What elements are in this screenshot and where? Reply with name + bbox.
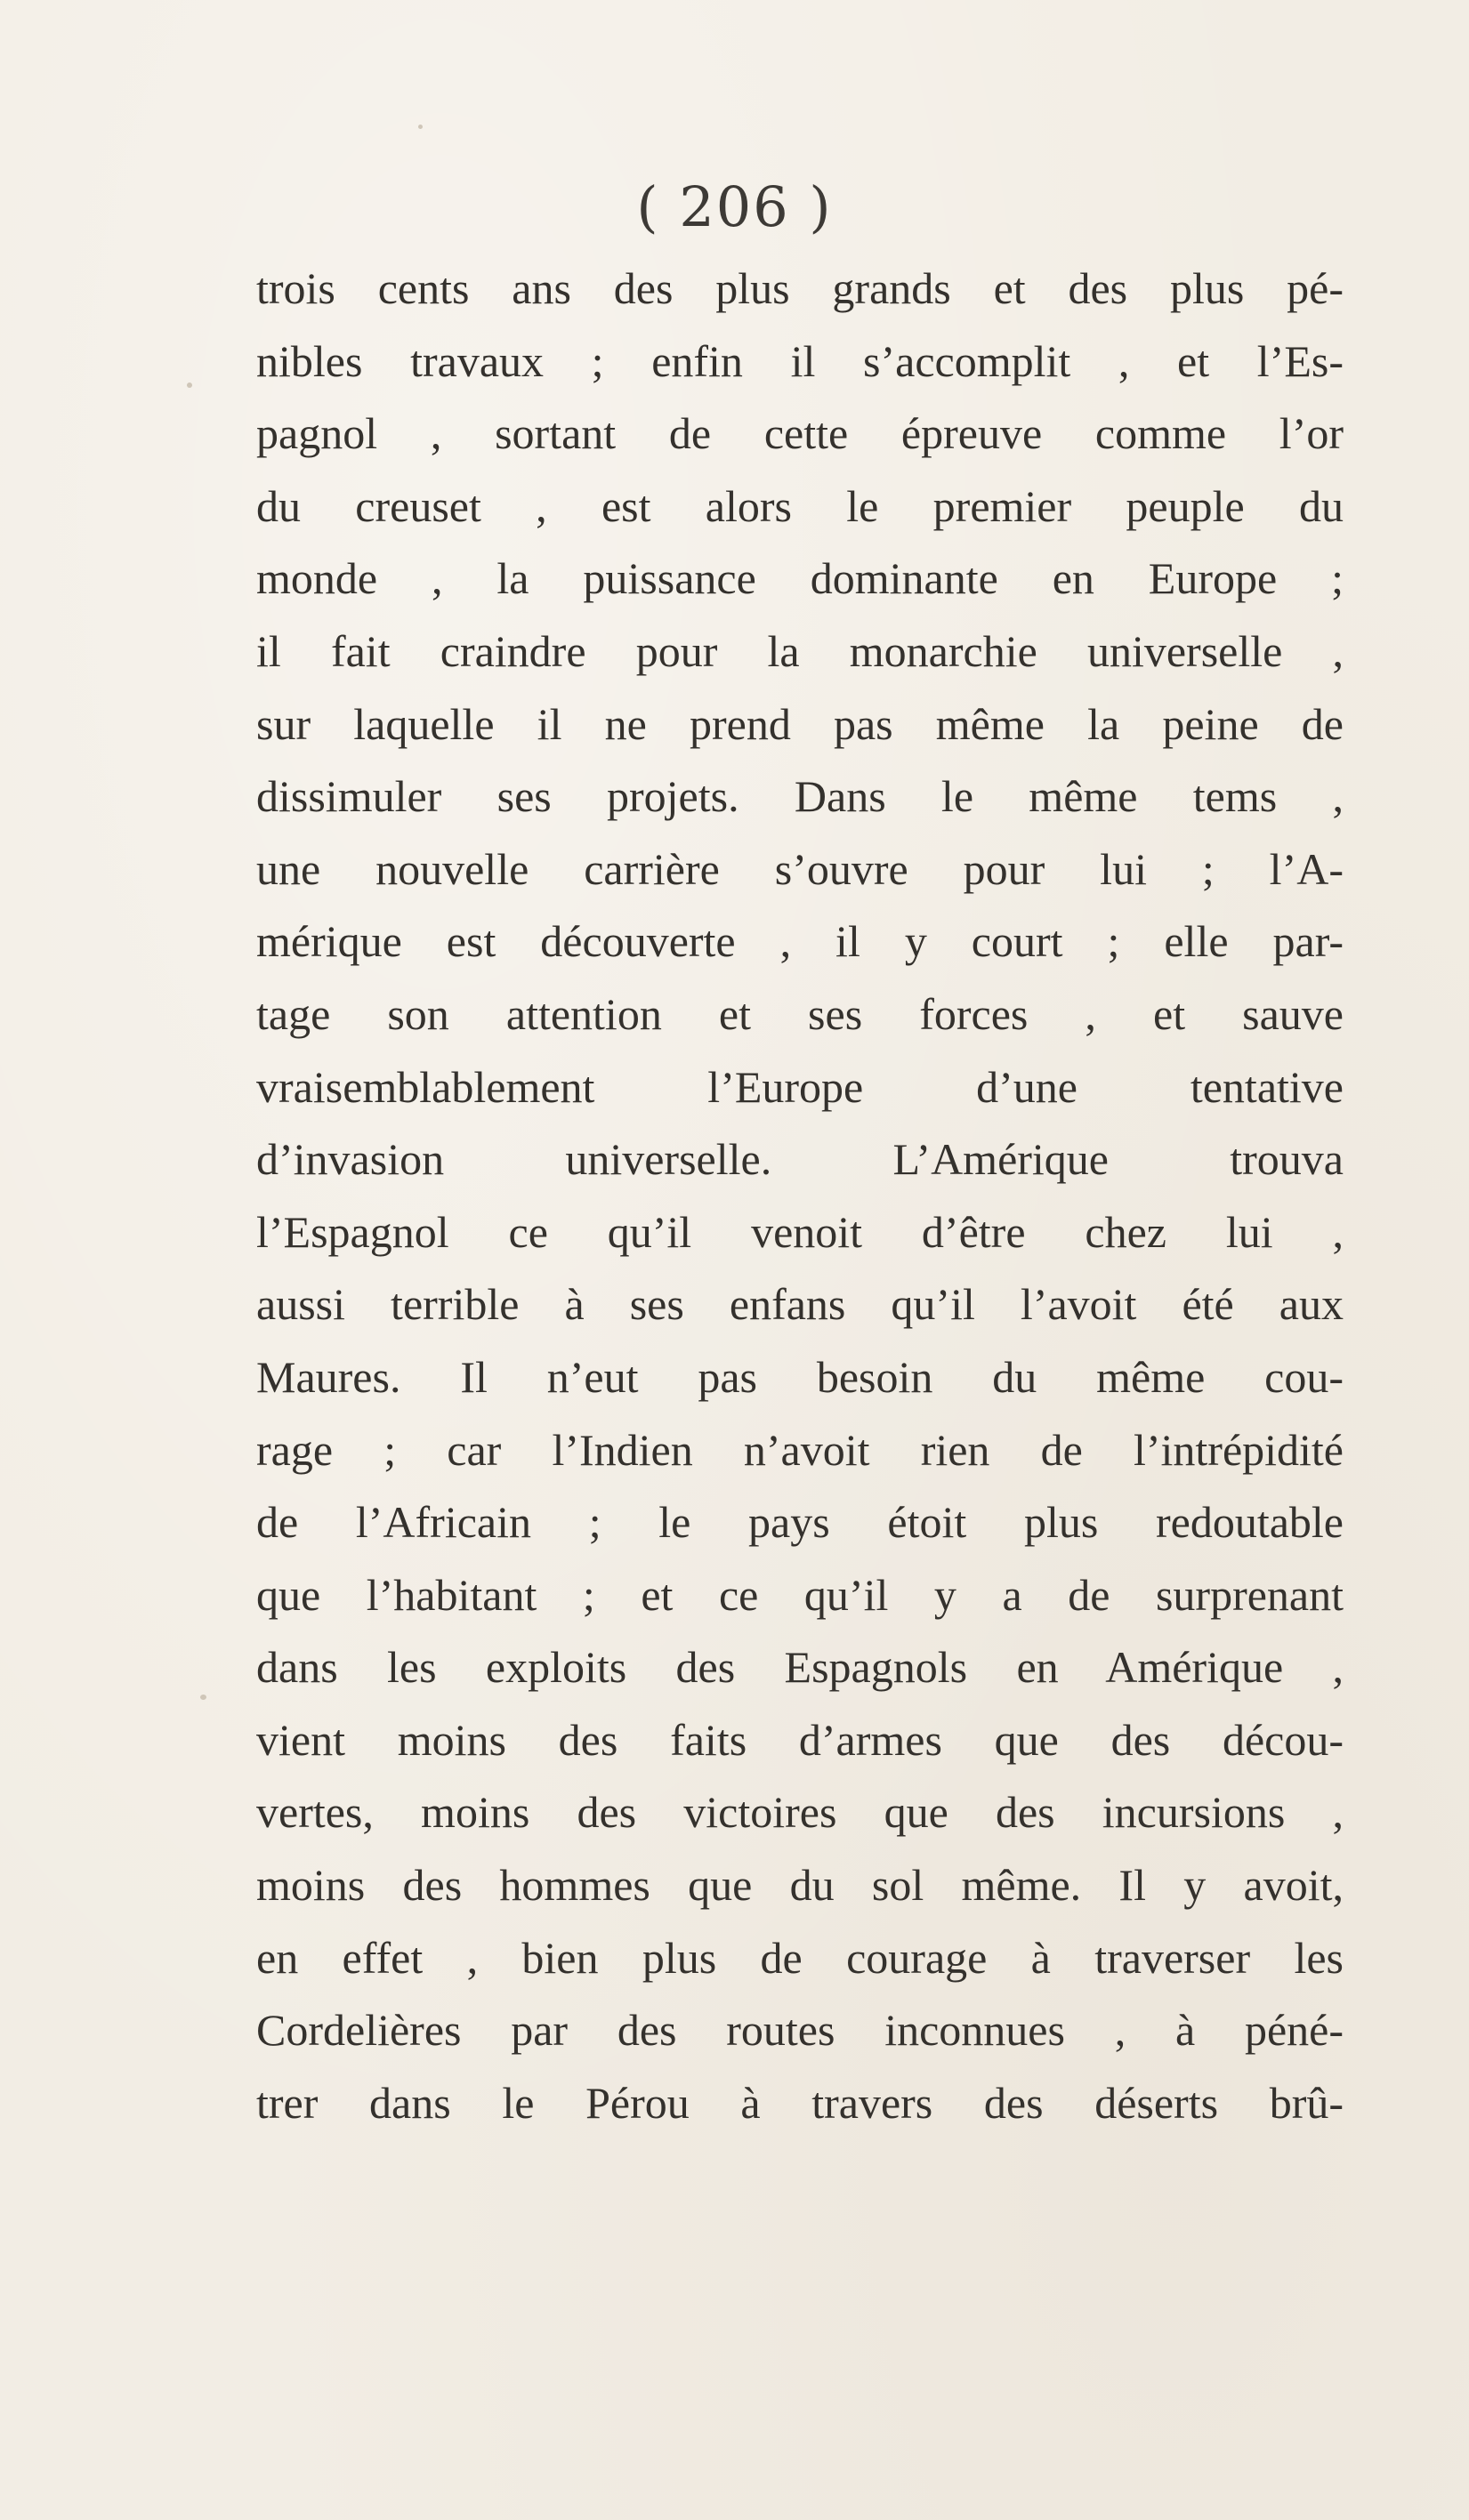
text-line: de l’Africain ; le pays étoit plus redoutable xyxy=(256,1497,1344,1548)
text-line: moins des hommes que du sol même. Il y avoit, xyxy=(256,1860,1344,1911)
text-line: Cordelières par des routes inconnues , à péné- xyxy=(256,2005,1344,2056)
text-line: tage son attention et ses forces , et sauve xyxy=(256,988,1344,1039)
text-line: du creuset , est alors le premier peuple du xyxy=(256,480,1344,531)
text-line: trer dans le Pérou à travers des déserts brû- xyxy=(256,2077,1344,2128)
text-line: vraisemblablement l’Europe d’une tentative xyxy=(256,1061,1344,1112)
paper-speck xyxy=(187,382,192,388)
text-line: il fait craindre pour la monarchie universelle , xyxy=(256,625,1344,676)
paper-speck xyxy=(200,1695,206,1700)
text-line: d’invasion universelle. L’Amérique trouva xyxy=(256,1134,1344,1185)
text-line: une nouvelle carrière s’ouvre pour lui ; l’A- xyxy=(256,843,1344,894)
text-line: dissimuler ses projets. Dans le même tems , xyxy=(256,771,1344,822)
page-number: ( 206 ) xyxy=(636,174,833,239)
text-line: sur laquelle il ne prend pas même la peine de xyxy=(256,698,1344,749)
text-line: que l’habitant ; et ce qu’il y a de surprenant xyxy=(256,1569,1344,1620)
text-line: mérique est découverte , il y court ; elle par- xyxy=(256,916,1344,967)
text-line: pagnol , sortant de cette épreuve comme l’or xyxy=(256,408,1344,459)
text-line: rage ; car l’Indien n’avoit rien de l’intrépidité xyxy=(256,1424,1344,1475)
text-line: trois cents ans des plus grands et des plus pé- xyxy=(256,263,1344,313)
text-line: Maures. Il n’eut pas besoin du même cou- xyxy=(256,1351,1344,1402)
paper-speck xyxy=(418,125,423,129)
text-line: aussi terrible à ses enfans qu’il l’avoit été aux xyxy=(256,1279,1344,1330)
text-line: vertes, moins des victoires que des incursions , xyxy=(256,1787,1344,1838)
text-line: l’Espagnol ce qu’il venoit d’être chez lui , xyxy=(256,1206,1344,1257)
text-line: vient moins des faits d’armes que des décou- xyxy=(256,1714,1344,1765)
text-line: dans les exploits des Espagnols en Amérique , xyxy=(256,1642,1344,1693)
text-line: nibles travaux ; enfin il s’accomplit , et l’Es- xyxy=(256,335,1344,386)
body-text xyxy=(256,253,1344,2139)
text-line: monde , la puissance dominante en Europe ; xyxy=(256,553,1344,604)
text-line: en effet , bien plus de courage à traverser les xyxy=(256,1932,1344,1983)
